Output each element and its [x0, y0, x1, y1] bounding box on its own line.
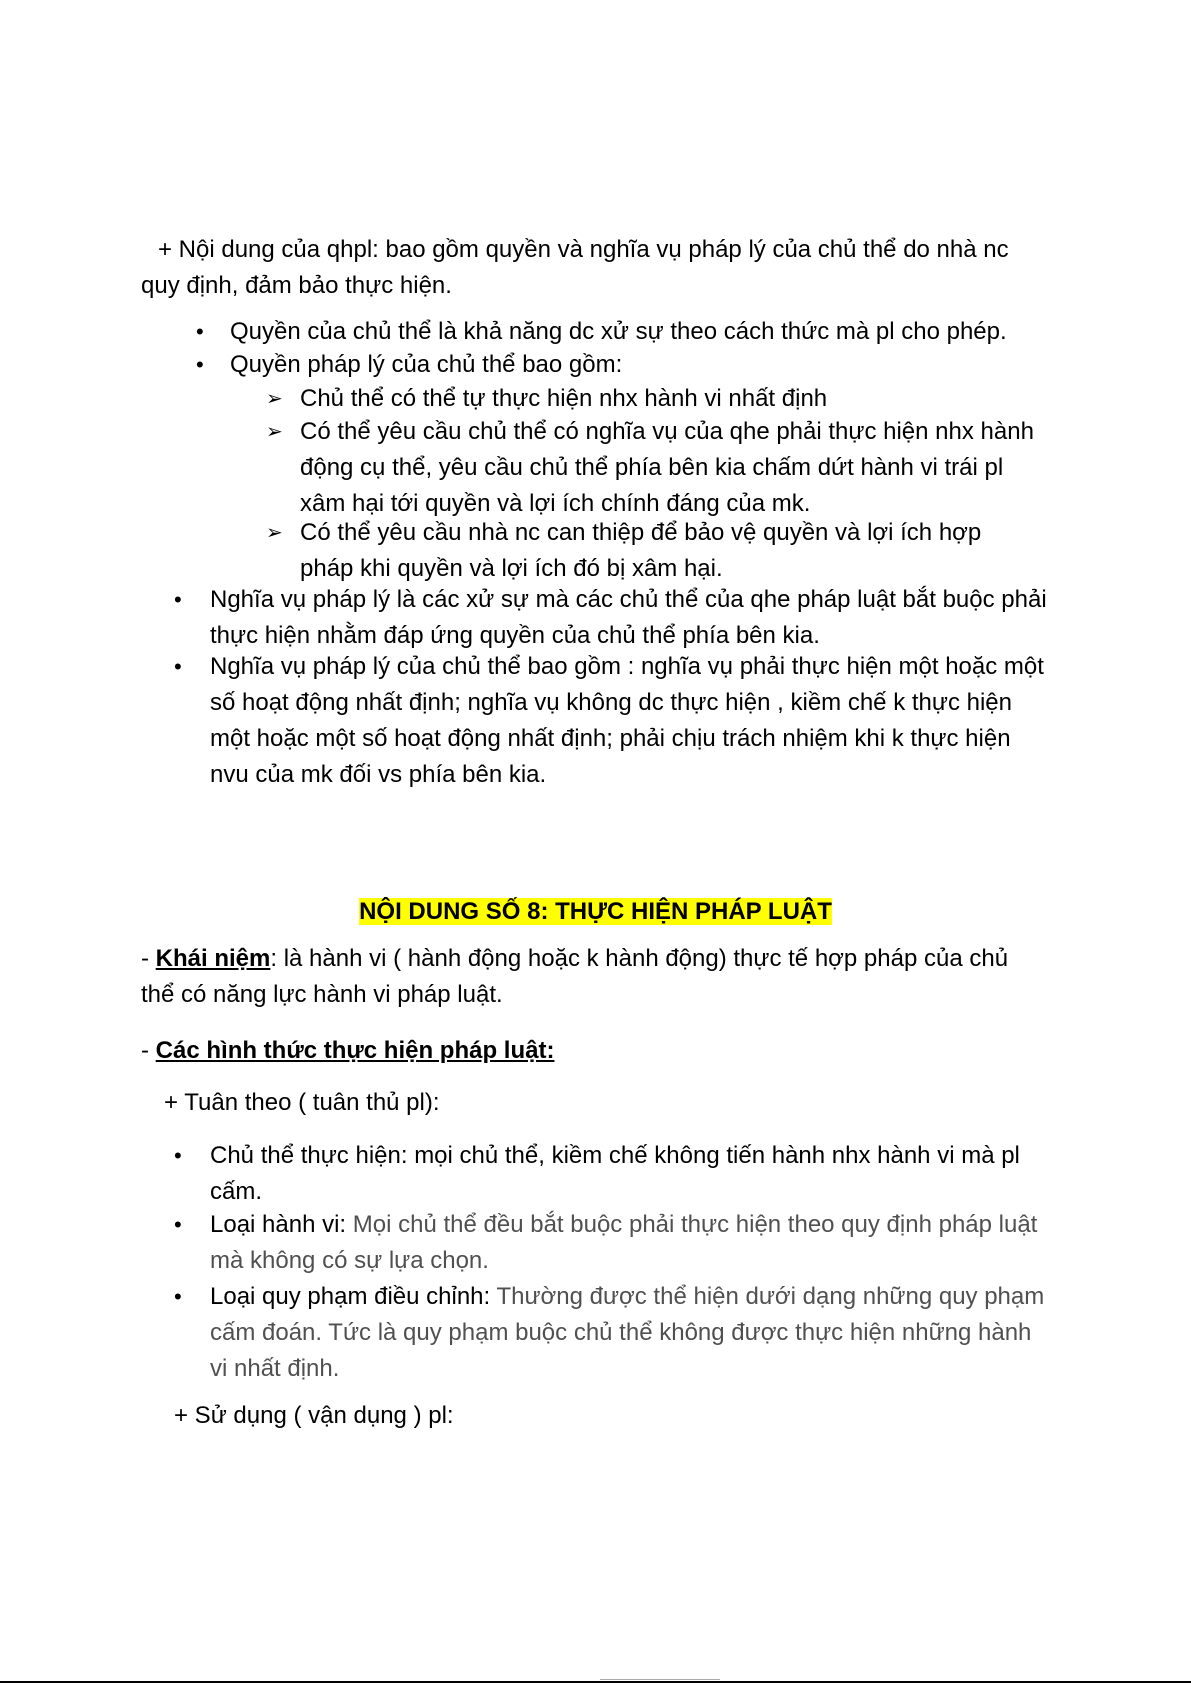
sub-list-item: Có thể yêu cầu nhà nc can thiệp để bảo vệ quyền và lợi ích hợp pháp khi quyền và lợi ích đó bị xâm hại.: [300, 519, 982, 582]
bullet-icon: •: [174, 1143, 182, 1168]
item-label: Chủ thể thực hiện: mọi chủ thể, kiềm chế không tiến hành nhx hành vi mà pl cấm.: [210, 1142, 1020, 1205]
item-detail: Thường được thể hiện dưới dạng những quy phạm cấm đoán. Tức là quy phạm buộc chủ thể không được thực hiện những hành vi nhất định.: [210, 1283, 1045, 1382]
section-title: [0, 894, 1191, 930]
list-item: Nghĩa vụ pháp lý của chủ thể bao gồm : nghĩa vụ phải thực hiện một hoặc một số hoạt động nhất định; nghĩa vụ không dc thực hiện , kiềm chế k thực hiện một hoặc một số hoạt động nhất định; phải chịu trách nhiệm khi k thực hiện nvu của mk đối vs phía bên kia.: [210, 653, 1044, 788]
concept-text: : là hành vi ( hành động hoặc k hành động) thực tế hợp pháp của chủ thể có năng lực hành vi pháp luật.: [141, 945, 1009, 1008]
list-item: [210, 1207, 1050, 1279]
concept-prefix: -: [141, 945, 156, 972]
concept-term: Khái niệm: [155, 945, 271, 972]
section-title-text: NỘI DUNG SỐ 8: THỰC HIỆN PHÁP LUẬT: [359, 898, 832, 925]
bullet-icon: •: [174, 1284, 182, 1309]
forms-term: Các hình thức thực hiện pháp luật:: [155, 1037, 555, 1064]
bullet-icon: •: [196, 319, 204, 344]
bullet-icon: •: [174, 1212, 182, 1237]
bullet-icon: •: [174, 587, 182, 612]
list-item: Quyền pháp lý của chủ thể bao gồm:: [230, 351, 623, 378]
list-item: Nghĩa vụ pháp lý là các xử sự mà các chủ thể của qhe pháp luật bắt buộc phải thực hiện nhằm đáp ứng quyền của chủ thể phía bên kia.: [210, 586, 1047, 649]
item-detail: Mọi chủ thể đều bắt buộc phải thực hiện theo quy định pháp luật mà không có sự lựa chọn.: [210, 1211, 1038, 1274]
list-item: [210, 1138, 1050, 1210]
content-intro: + Nội dung của qhpl: bao gồm quyền và nghĩa vụ pháp lý của chủ thể do nhà nc quy định, đảm bảo thực hiện.: [141, 236, 1009, 299]
arrow-bullet-icon: ➢: [266, 421, 283, 443]
concept-paragraph: [141, 941, 1041, 1013]
sub-list-item: Có thể yêu cầu chủ thể có nghĩa vụ của qhe phải thực hiện nhx hành động cụ thể, yêu cầu chủ thể phía bên kia chấm dứt hành vi trái pl xâm hại tới quyền và lợi ích chính đáng của mk.: [300, 418, 1034, 517]
item-label: Loại hành vi:: [210, 1211, 353, 1238]
comply-heading: + Tuân theo ( tuân thủ pl):: [164, 1089, 440, 1116]
item-label: Loại quy phạm điều chỉnh:: [210, 1283, 497, 1310]
page-bottom-rule: [0, 1681, 1191, 1683]
list-item: [210, 1279, 1050, 1387]
forms-prefix: -: [141, 1037, 156, 1064]
sub-list-item: Chủ thể có thể tự thực hiện nhx hành vi nhất định: [300, 385, 828, 412]
bullet-icon: •: [174, 654, 182, 679]
page-bottom-rule-secondary: [600, 1679, 720, 1680]
arrow-bullet-icon: ➢: [266, 388, 283, 410]
bullet-icon: •: [196, 352, 204, 377]
list-item: Quyền của chủ thể là khả năng dc xử sự theo cách thức mà pl cho phép.: [230, 318, 1007, 345]
use-heading: + Sử dụng ( vận dụng ) pl:: [174, 1402, 454, 1429]
forms-heading: [141, 1033, 1041, 1069]
arrow-bullet-icon: ➢: [266, 522, 283, 544]
